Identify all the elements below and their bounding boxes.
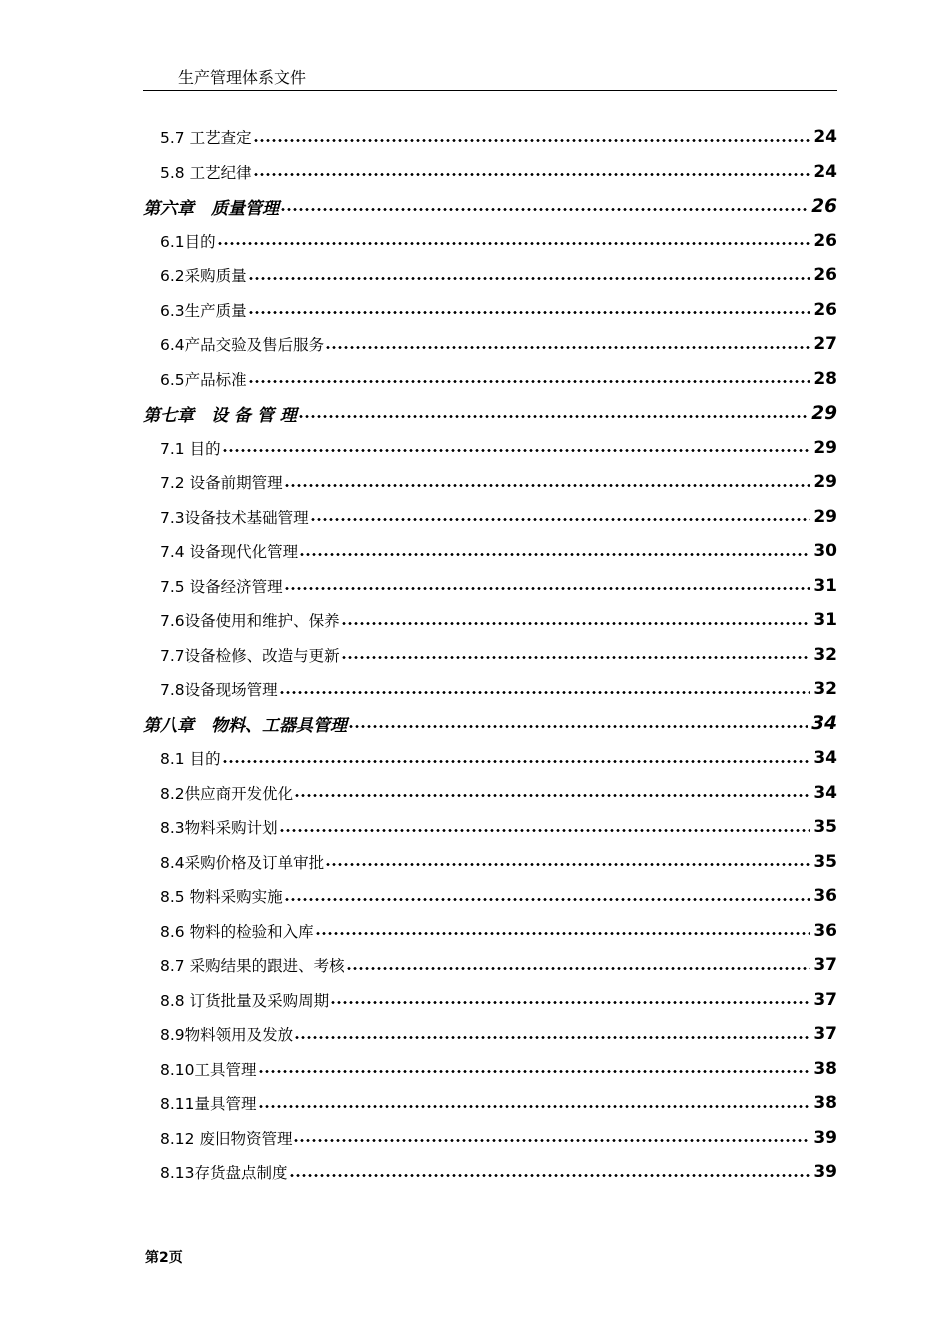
- toc-section-entry[interactable]: [143, 327, 837, 362]
- toc-section-entry[interactable]: [143, 741, 837, 776]
- toc-entry-page-number: 37: [813, 1024, 837, 1045]
- toc-section-entry[interactable]: [143, 914, 837, 949]
- toc-entry-page-number: 29: [813, 506, 837, 527]
- dot-leader: [253, 173, 811, 176]
- dot-leader: [280, 208, 808, 211]
- toc-entry-label: 7.1 目的: [160, 439, 221, 458]
- toc-section-entry[interactable]: [143, 948, 837, 983]
- toc-entry-page-number: 24: [813, 161, 837, 182]
- dot-leader: [299, 553, 810, 556]
- dot-leader: [293, 1139, 810, 1142]
- toc-section-entry[interactable]: [143, 879, 837, 914]
- toc-section-entry[interactable]: [143, 569, 837, 604]
- toc-entry-page-number: 37: [813, 989, 837, 1010]
- table-of-contents: [143, 120, 837, 1190]
- toc-entry-page-number: 29: [813, 472, 837, 493]
- dot-leader: [289, 1174, 811, 1177]
- toc-section-entry[interactable]: [143, 1017, 837, 1052]
- toc-section-entry[interactable]: [143, 120, 837, 155]
- toc-entry-label: 6.2采购质量: [160, 267, 247, 286]
- page-header: [143, 62, 837, 91]
- toc-entry-label: 6.4产品交验及售后服务: [160, 336, 325, 355]
- dot-leader: [341, 622, 811, 625]
- toc-entry-page-number: 34: [813, 748, 837, 769]
- toc-entry-label: 第六章 质量管理: [143, 198, 279, 219]
- toc-entry-label: 7.3设备技术基础管理: [160, 508, 309, 527]
- toc-section-entry[interactable]: [143, 983, 837, 1018]
- toc-entry-page-number: 29: [813, 437, 837, 458]
- toc-entry-label: 8.6 物料的检验和入库: [160, 922, 314, 941]
- toc-entry-page-number: 26: [813, 230, 837, 251]
- toc-entry-label: 8.13存货盘点制度: [160, 1164, 288, 1183]
- toc-entry-page-number: 31: [813, 575, 837, 596]
- dot-leader: [222, 449, 811, 452]
- dot-leader: [325, 863, 810, 866]
- toc-entry-page-number: 38: [813, 1093, 837, 1114]
- toc-chapter-entry[interactable]: [143, 396, 837, 431]
- dot-leader: [258, 1070, 811, 1073]
- toc-entry-page-number: 29: [811, 402, 837, 424]
- toc-section-entry[interactable]: [143, 1155, 837, 1190]
- dot-leader: [294, 1036, 810, 1039]
- header-title: 生产管理体系文件: [178, 68, 307, 87]
- dot-leader: [279, 691, 811, 694]
- toc-entry-page-number: 36: [813, 920, 837, 941]
- toc-entry-page-number: 26: [813, 265, 837, 286]
- toc-entry-label: 8.12 废旧物资管理: [160, 1129, 293, 1148]
- toc-section-entry[interactable]: [143, 362, 837, 397]
- toc-entry-page-number: 32: [813, 679, 837, 700]
- toc-entry-label: 7.7设备检修、改造与更新: [160, 646, 340, 665]
- dot-leader: [217, 242, 811, 245]
- dot-leader: [348, 725, 808, 728]
- toc-chapter-entry[interactable]: [143, 707, 837, 742]
- toc-entry-page-number: 34: [811, 713, 837, 735]
- toc-entry-page-number: 34: [813, 782, 837, 803]
- toc-entry-label: 8.4采购价格及订单审批: [160, 853, 325, 872]
- dot-leader: [248, 311, 811, 314]
- toc-entry-page-number: 31: [813, 610, 837, 631]
- dot-leader: [248, 277, 811, 280]
- dot-leader: [284, 898, 811, 901]
- toc-entry-label: 8.11量具管理: [160, 1095, 257, 1114]
- toc-entry-page-number: 30: [813, 541, 837, 562]
- dot-leader: [284, 587, 811, 590]
- toc-section-entry[interactable]: [143, 431, 837, 466]
- toc-section-entry[interactable]: [143, 1121, 837, 1156]
- toc-entry-page-number: 24: [813, 127, 837, 148]
- dot-leader: [341, 656, 811, 659]
- dot-leader: [325, 346, 810, 349]
- dot-leader: [248, 380, 811, 383]
- dot-leader: [222, 760, 811, 763]
- toc-entry-label: 6.1目的: [160, 232, 216, 251]
- toc-entry-label: 8.8 订货批量及采购周期: [160, 991, 330, 1010]
- toc-section-entry[interactable]: [143, 224, 837, 259]
- toc-entry-label: 8.5 物料采购实施: [160, 888, 283, 907]
- toc-entry-label: 第八章 物料、工器具管理: [143, 716, 347, 737]
- toc-section-entry[interactable]: [143, 845, 837, 880]
- toc-section-entry[interactable]: [143, 810, 837, 845]
- toc-entry-label: 8.10工具管理: [160, 1060, 257, 1079]
- toc-entry-label: 7.8设备现场管理: [160, 681, 278, 700]
- toc-entry-label: 6.3生产质量: [160, 301, 247, 320]
- toc-section-entry[interactable]: [143, 672, 837, 707]
- dot-leader: [258, 1105, 811, 1108]
- toc-section-entry[interactable]: [143, 500, 837, 535]
- toc-section-entry[interactable]: [143, 465, 837, 500]
- toc-section-entry[interactable]: [143, 534, 837, 569]
- toc-section-entry[interactable]: [143, 293, 837, 328]
- toc-entry-label: 8.2供应商开发优化: [160, 784, 294, 803]
- dot-leader: [284, 484, 811, 487]
- dot-leader: [330, 1001, 810, 1004]
- dot-leader: [346, 967, 811, 970]
- dot-leader: [315, 932, 811, 935]
- toc-section-entry[interactable]: [143, 638, 837, 673]
- toc-entry-page-number: 35: [813, 817, 837, 838]
- toc-entry-label: 8.1 目的: [160, 750, 221, 769]
- toc-entry-label: 8.9物料领用及发放: [160, 1026, 294, 1045]
- toc-entry-page-number: 26: [813, 299, 837, 320]
- toc-entry-label: 7.4 设备现代化管理: [160, 543, 299, 562]
- toc-entry-label: 5.7 工艺查定: [160, 129, 252, 148]
- toc-entry-label: 5.8 工艺纪律: [160, 163, 252, 182]
- toc-section-entry[interactable]: [143, 1086, 837, 1121]
- toc-entry-label: 8.7 采购结果的跟进、考核: [160, 957, 345, 976]
- toc-entry-page-number: 28: [813, 368, 837, 389]
- toc-entry-label: 7.6设备使用和维护、保养: [160, 612, 340, 631]
- dot-leader: [298, 415, 808, 418]
- toc-entry-label: 6.5产品标准: [160, 370, 247, 389]
- toc-section-entry[interactable]: [143, 1052, 837, 1087]
- toc-entry-page-number: 38: [813, 1058, 837, 1079]
- toc-chapter-entry[interactable]: [143, 189, 837, 224]
- dot-leader: [294, 794, 810, 797]
- toc-section-entry[interactable]: [143, 155, 837, 190]
- toc-entry-page-number: 35: [813, 851, 837, 872]
- toc-entry-page-number: 36: [813, 886, 837, 907]
- toc-entry-label: 7.5 设备经济管理: [160, 577, 283, 596]
- toc-entry-label: 第七章 设 备 管 理: [143, 405, 297, 426]
- toc-entry-page-number: 39: [813, 1162, 837, 1183]
- dot-leader: [253, 139, 811, 142]
- toc-entry-page-number: 39: [813, 1127, 837, 1148]
- toc-entry-page-number: 26: [811, 195, 837, 217]
- toc-section-entry[interactable]: [143, 603, 837, 638]
- toc-entry-label: 7.2 设备前期管理: [160, 474, 283, 493]
- page-number: 第2页: [145, 1250, 183, 1266]
- toc-entry-page-number: 32: [813, 644, 837, 665]
- toc-section-entry[interactable]: [143, 258, 837, 293]
- dot-leader: [279, 829, 811, 832]
- toc-entry-page-number: 37: [813, 955, 837, 976]
- toc-entry-label: 8.3物料采购计划: [160, 819, 278, 838]
- toc-entry-page-number: 27: [813, 334, 837, 355]
- dot-leader: [310, 518, 811, 521]
- toc-section-entry[interactable]: [143, 776, 837, 811]
